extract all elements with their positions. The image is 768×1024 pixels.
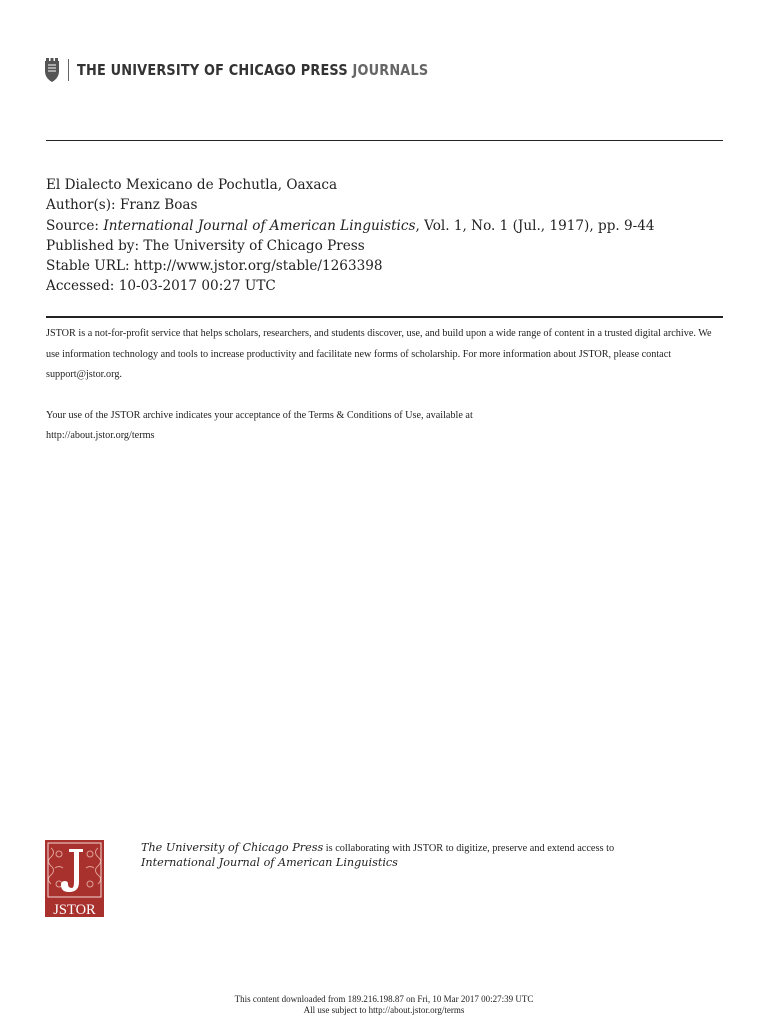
download-footer	[0, 994, 768, 1015]
stable-url-link[interactable]: http://www.jstor.org/stable/1263398	[133, 258, 383, 275]
journals-label: JOURNALS	[352, 61, 429, 79]
stable-url-line	[46, 256, 655, 276]
terms-text: Your use of the JSTOR archive indicates your acceptance of the Terms & Conditions of Use, available at	[46, 409, 473, 421]
collaboration-statement	[141, 841, 614, 870]
shield-icon	[44, 58, 60, 82]
author-name: Franz Boas	[119, 197, 198, 214]
masthead-title	[77, 61, 428, 79]
published-label: Published by:	[46, 237, 140, 254]
top-divider	[46, 140, 723, 141]
middle-divider	[46, 316, 723, 318]
collab-text: is collaborating with JSTOR to digitize, preserve and extend access to	[323, 843, 615, 854]
publisher-line	[46, 236, 655, 256]
publisher-name: THE UNIVERSITY OF CHICAGO PRESS	[77, 61, 348, 79]
terms-link[interactable]: http://about.jstor.org/terms	[46, 430, 155, 442]
masthead-divider	[68, 59, 69, 81]
jstor-logo-text: JSTOR	[53, 902, 96, 917]
collaboration-line2	[141, 856, 614, 871]
terms-footer-link[interactable]: All use subject to http://about.jstor.org/terms	[303, 1004, 465, 1015]
accessed-label: Accessed:	[46, 278, 115, 295]
article-metadata	[46, 175, 655, 297]
publisher-name-text: The University of Chicago Press	[143, 237, 365, 254]
source-details: , Vol. 1, No. 1 (Jul., 1917), pp. 9-44	[415, 217, 655, 234]
accessed-date: 10-03-2017 00:27 UTC	[118, 278, 276, 295]
download-info: This content downloaded from 189.216.198.87 on Fri, 10 Mar 2017 00:27:39 UTC	[234, 994, 534, 1004]
collaboration-line1	[141, 841, 614, 856]
jstor-notice	[46, 324, 726, 467]
source-line	[46, 216, 655, 236]
accessed-line	[46, 276, 655, 296]
article-title: El Dialecto Mexicano de Pochutla, Oaxaca	[46, 177, 338, 193]
jstor-description: JSTOR is a not-for-profit service that helps scholars, researchers, and students discover, use, and build upon a wide range of content in a trusted digital archive. We use information technology and tools to increase productivity and facilitate new forms of scholarship. For more information about JSTOR, please contact support@jstor.org.	[46, 328, 712, 381]
collab-publisher: The University of Chicago Press	[141, 841, 324, 854]
collab-journal: International Journal of American Linguistics	[141, 855, 398, 869]
source-label: Source:	[46, 217, 99, 234]
stable-url-label: Stable URL:	[46, 258, 130, 275]
author-label: Author(s):	[46, 197, 116, 214]
jstor-logo-icon	[45, 840, 104, 917]
masthead	[44, 56, 486, 84]
terms-notice	[46, 406, 726, 447]
journal-name: International Journal of American Linguistics	[103, 217, 416, 234]
author-line	[46, 195, 655, 215]
